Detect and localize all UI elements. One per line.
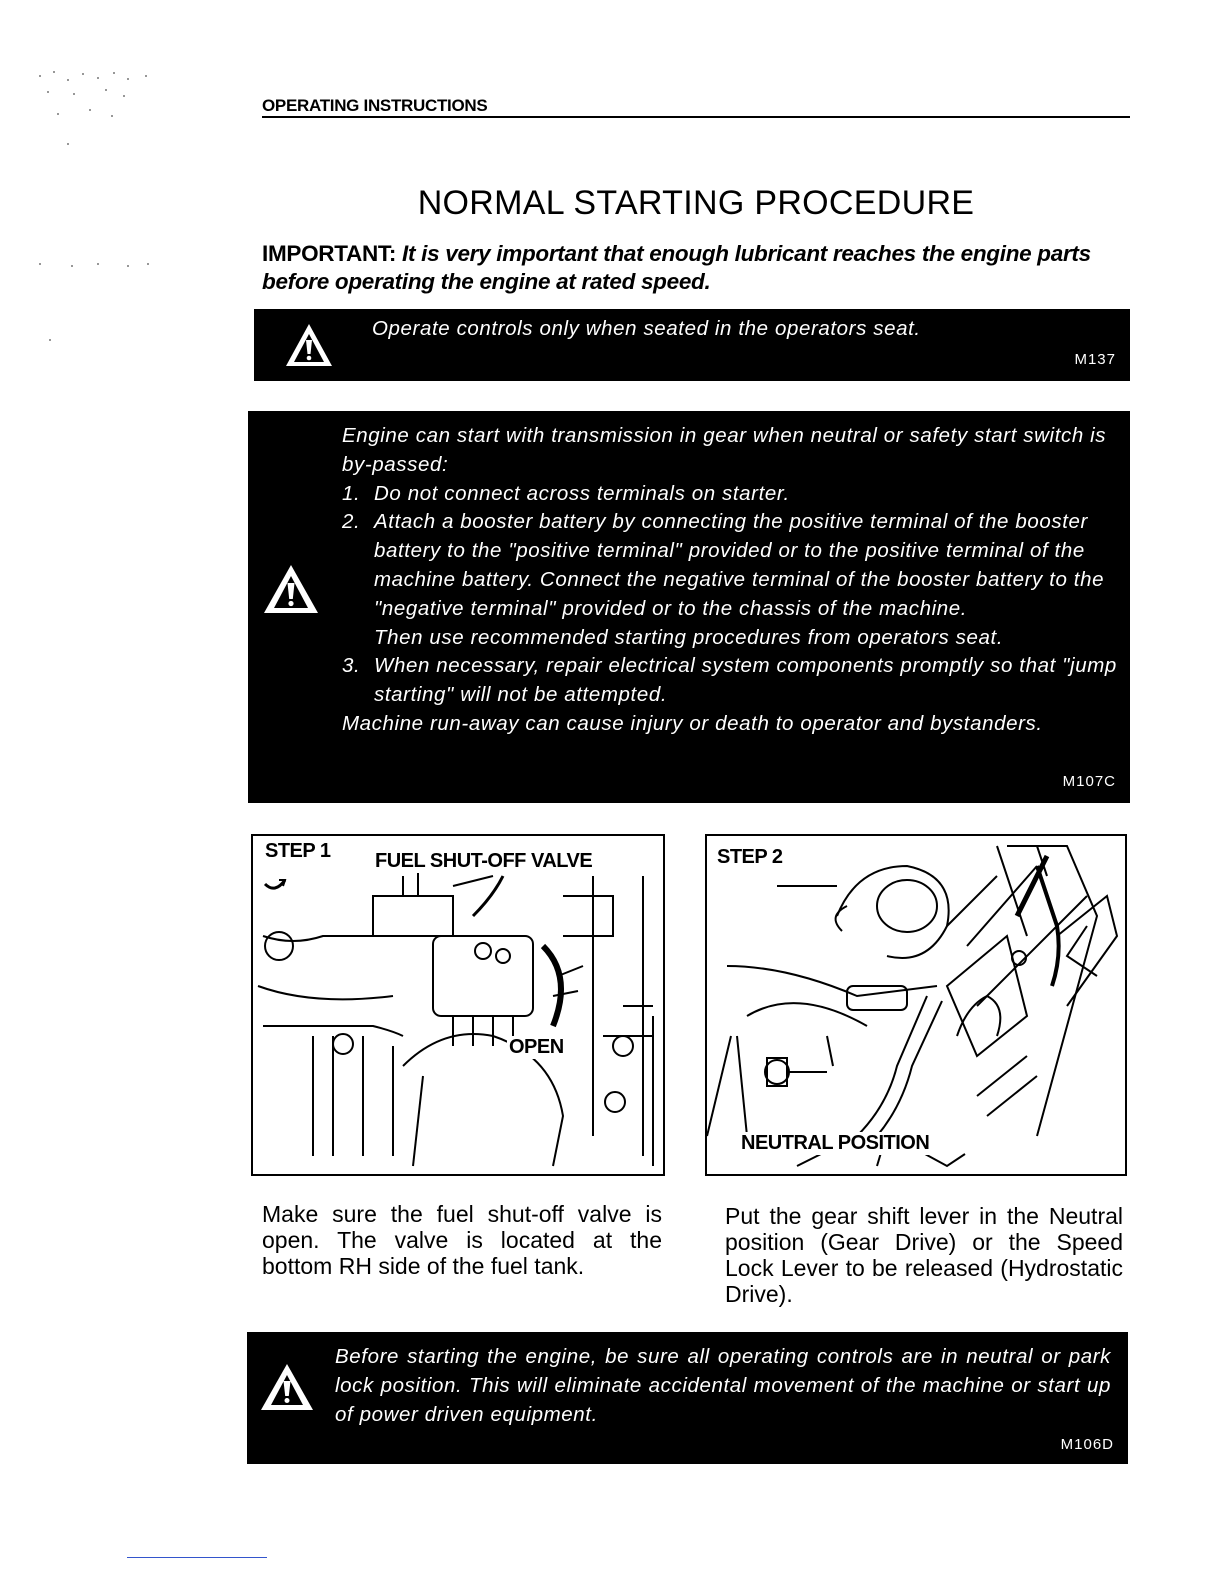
warning2-item <box>342 508 1122 652</box>
figure-step-1 <box>251 834 665 1176</box>
warning2-code: M107C <box>1062 773 1116 790</box>
important-note <box>262 240 1130 296</box>
step2-caption: Put the gear shift lever in the Neutral position (Gear Drive) or the Speed Lock Lever to be released (Hydrostatic Drive). <box>725 1203 1123 1307</box>
figure2-callout-neutral: NEUTRAL POSITION <box>741 1132 930 1154</box>
scan-speckles <box>28 64 188 364</box>
section-header-label: OPERATING INSTRUCTIONS <box>262 96 491 115</box>
figure1-callout-open: OPEN <box>509 1036 564 1058</box>
footer-rule <box>127 1557 267 1558</box>
warning-triangle-icon <box>259 1362 315 1412</box>
section-header <box>262 96 1130 122</box>
important-lead: IMPORTANT: <box>262 241 397 266</box>
step1-caption: Make sure the fuel shut-off valve is open. The valve is located at the bottom RH side of the fuel tank. <box>262 1201 662 1279</box>
figure-step-2 <box>705 834 1127 1176</box>
warning2-item-number: 2. <box>342 510 361 534</box>
warning2-closing: Machine run-away can cause injury or death to operator and bystanders. <box>342 711 1043 735</box>
important-text: It is very important that enough lubricant reaches the engine parts before operating the engine at rated speed. <box>262 241 1091 294</box>
figure1-step-label: STEP 1 <box>265 840 331 862</box>
fuel-valve-illustration <box>253 836 663 1174</box>
warning2-item-number: 1. <box>342 481 361 505</box>
warning3-text: Before starting the engine, be sure all operating controls are in neutral or park lock position. This will eliminate accidental movement of the machine or start up of power driven equipment. <box>335 1345 1111 1426</box>
warning2-item <box>342 480 1122 509</box>
gear-shift-illustration <box>707 836 1125 1174</box>
warning2-item-text: When necessary, repair electrical system components promptly so that "jump starting" will not be attempted. <box>374 654 1117 707</box>
warning1-text: Operate controls only when seated in the operators seat. <box>372 317 921 340</box>
warning2-body <box>342 422 1122 739</box>
warning2-item-text <box>374 508 1122 652</box>
warning1-code: M137 <box>1074 351 1116 368</box>
warning2-item-text: Do not connect across terminals on starter. <box>374 481 790 505</box>
warning2-item-text-main: Attach a booster battery by connecting the positive terminal of the booster battery to the "positive terminal" provided or to the positive terminal of the machine battery. Connect the negative terminal of the booster battery to the "negative terminal" provided or to the chassis of the machine. <box>374 510 1105 620</box>
warning-box-controls-neutral <box>247 1332 1128 1464</box>
section-header-rule <box>262 116 1130 118</box>
page-title: NORMAL STARTING PROCEDURE <box>417 184 975 222</box>
warning2-item-text-extra: Then use recommended starting procedures from operators seat. <box>374 625 1004 649</box>
warning-box-jump-start <box>248 411 1130 803</box>
figure2-step-label: STEP 2 <box>717 846 783 868</box>
warning3-code: M106D <box>1060 1436 1114 1453</box>
warning2-item <box>342 652 1122 710</box>
warning2-item-number: 3. <box>342 654 361 678</box>
warning-box-controls <box>254 309 1130 381</box>
warning2-intro: Engine can start with transmission in gear when neutral or safety start switch is by-passed: <box>342 424 1107 476</box>
warning-triangle-icon <box>284 322 334 368</box>
figure1-callout-valve: FUEL SHUT-OFF VALVE <box>375 850 593 872</box>
warning-triangle-icon <box>262 563 320 615</box>
